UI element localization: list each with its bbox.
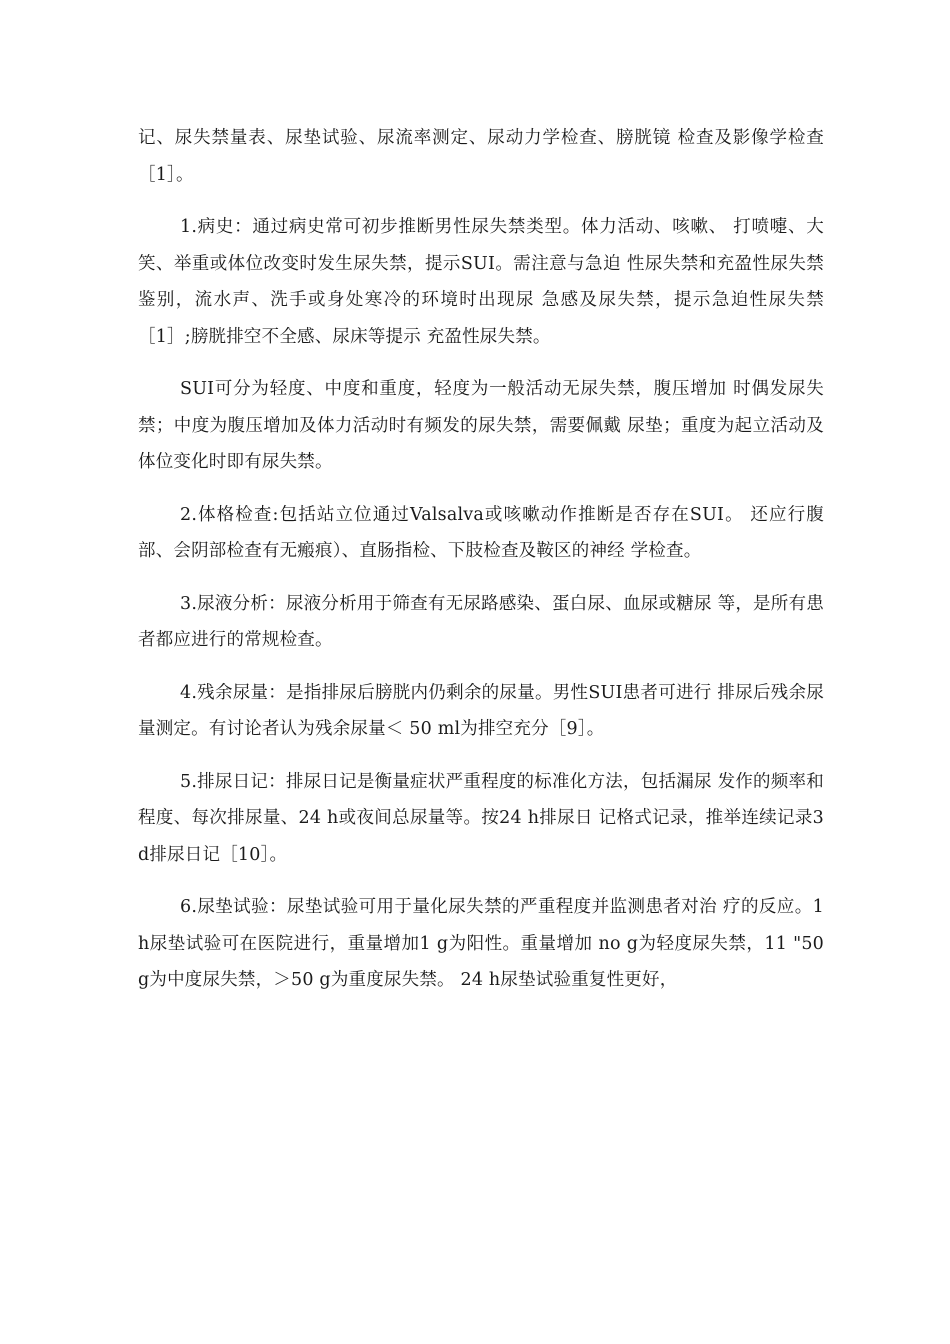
paragraph-physical-exam: 2.体格检查:包括站立位通过Valsalva或咳嗽动作推断是否存在SUI。 还应行腹部、会阴部检查有无瘢痕）、直肠指检、下肢检查及鞍区的神经 学检查。 (138, 504, 824, 561)
paragraph-medical-history: 1.病史：通过病史常可初步推断男性尿失禁类型。体力活动、咳嗽、 打喷嚏、大笑、举重或体位改变时发生尿失禁，提示SUI。需注意与急迫 性尿失禁和充盈性尿失禁鉴别，流水声、洗手或身处寒冷的环境时出现尿 急感及尿失禁，提示急迫性尿失禁［1］;膀胱排空不全感、尿床等提示 充盈性尿失禁。 (138, 217, 824, 347)
paragraph-sui-severity: SUI可分为轻度、中度和重度，轻度为一般活动无尿失禁，腹压增加 时偶发尿失禁；中度为腹压增加及体力活动时有频发的尿失禁，需要佩戴 尿垫；重度为起立活动及体位变化时即有尿失禁。 (138, 379, 824, 472)
paragraph-urinalysis: 3.尿液分析：尿液分析用于筛查有无尿路感染、蛋白尿、血尿或糖尿 等，是所有患者都应进行的常规检查。 (138, 593, 824, 650)
paragraph-pad-test: 6.尿垫试验：尿垫试验可用于量化尿失禁的严重程度并监测患者对治 疗的反应。1 h尿垫试验可在医院进行，重量增加1 g为阳性。重量增加 no g为轻度尿失禁，11 "50 g为中度尿失禁，＞50 g为重度尿失禁。 24 h尿垫试验重复性更好， (138, 897, 824, 990)
paragraph-continuation: 记、尿失禁量表、尿垫试验、尿流率测定、尿动力学检查、膀胱镜 检查及影像学检查［1］。 (138, 128, 824, 185)
paragraph-residual-urine: 4.残余尿量：是指排尿后膀胱内仍剩余的尿量。男性SUI患者可进行 排尿后残余尿量测定。有讨论者认为残余尿量＜ 50 ml为排空充分［9］。 (138, 682, 824, 739)
paragraph-voiding-diary: 5.排尿日记：排尿日记是衡量症状严重程度的标准化方法，包括漏尿 发作的频率和程度、每次排尿量、24 h或夜间总尿量等。按24 h排尿日 记格式记录，推举连续记录3 d排尿日记［10］。 (138, 771, 824, 865)
